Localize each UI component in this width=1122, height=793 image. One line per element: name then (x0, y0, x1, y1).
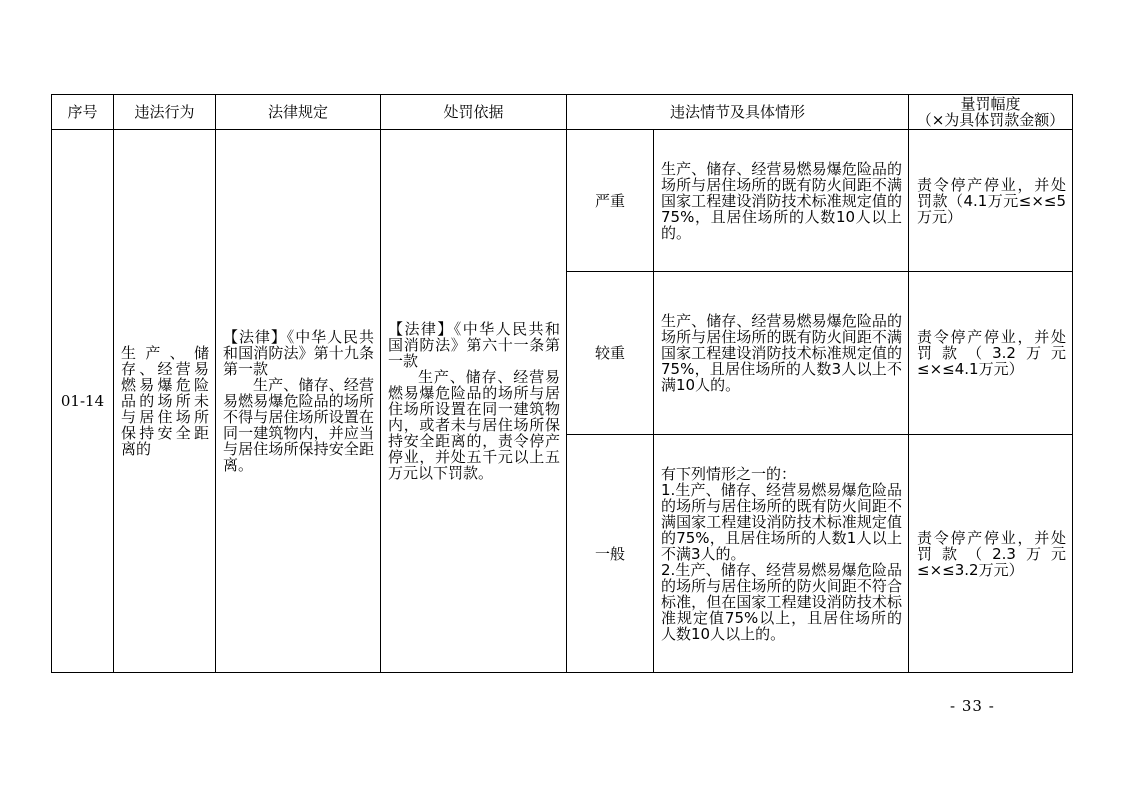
law-title: 【法律】《中华人民共和国消防法》第十九条第一款 (223, 328, 374, 378)
detail-severe: 生产、储存、经营易燃易爆危险品的场所与居住场所的既有防火间距不满国家工程建设消防技术标准规定值的75%，且居住场所的人数10人以上的。 (654, 130, 909, 272)
header-violation: 违法行为 (114, 95, 216, 130)
detail-general-item-2: 2.生产、储存、经营易燃易爆危险品的场所与居住场所的防火间距不符合标准，但在国家工程建设消防技术标准规定值75%以上，且居住场所的人数10人以上的。 (661, 560, 903, 643)
header-penalty-line1: 量罚幅度 (960, 95, 1021, 113)
penalty-general: 责令停产停业，并处罚款（2.3万元≤×≤3.2万元） (909, 435, 1073, 673)
level-serious: 较重 (567, 272, 654, 435)
header-basis: 处罚依据 (381, 95, 567, 130)
law-body: 生产、储存、经营易燃易爆危险品的场所不得与居住场所设置在同一建筑物内，并应当与居住场所保持安全距离。 (223, 376, 374, 474)
cell-violation: 生产、储存、经营易燃易爆危险品的场所未与居住场所保持安全距离的 (114, 130, 216, 673)
table-row (52, 130, 1073, 272)
page-number: - 33 - (950, 697, 995, 715)
header-penalty-line2: （×为具体罚款金额） (916, 111, 1065, 129)
cell-seq: 01-14 (52, 130, 114, 673)
header-circumstance: 违法情节及具体情形 (567, 95, 909, 130)
level-severe: 严重 (567, 130, 654, 272)
header-penalty (909, 95, 1073, 130)
detail-serious: 生产、储存、经营易燃易爆危险品的场所与居住场所的既有防火间距不满国家工程建设消防技术标准规定值的75%，且居住场所的人数3人以上不满10人的。 (654, 272, 909, 435)
header-seq: 序号 (52, 95, 114, 130)
basis-title: 【法律】《中华人民共和国消防法》第六十一条第一款 (388, 320, 560, 370)
table-header-row (52, 95, 1073, 130)
detail-general-intro: 有下列情形之一的： (661, 464, 797, 483)
cell-law (216, 130, 381, 673)
penalty-standard-table (51, 94, 1073, 673)
cell-basis (381, 130, 567, 673)
detail-general-item-1: 1.生产、储存、经营易燃易爆危险品的场所与居住场所的既有防火间距不满国家工程建设消防技术标准规定值的75%，且居住场所的人数1人以上不满3人的。 (661, 480, 903, 563)
header-law: 法律规定 (216, 95, 381, 130)
level-general: 一般 (567, 435, 654, 673)
penalty-severe: 责令停产停业，并处罚款（4.1万元≤×≤5万元） (909, 130, 1073, 272)
detail-general (654, 435, 909, 673)
penalty-serious: 责令停产停业，并处罚款（3.2万元≤×≤4.1万元） (909, 272, 1073, 435)
basis-body: 生产、储存、经营易燃易爆危险品的场所与居住场所设置在同一建筑物内，或者未与居住场所保持安全距离的，责令停产停业，并处五千元以上五万元以下罚款。 (388, 368, 560, 482)
